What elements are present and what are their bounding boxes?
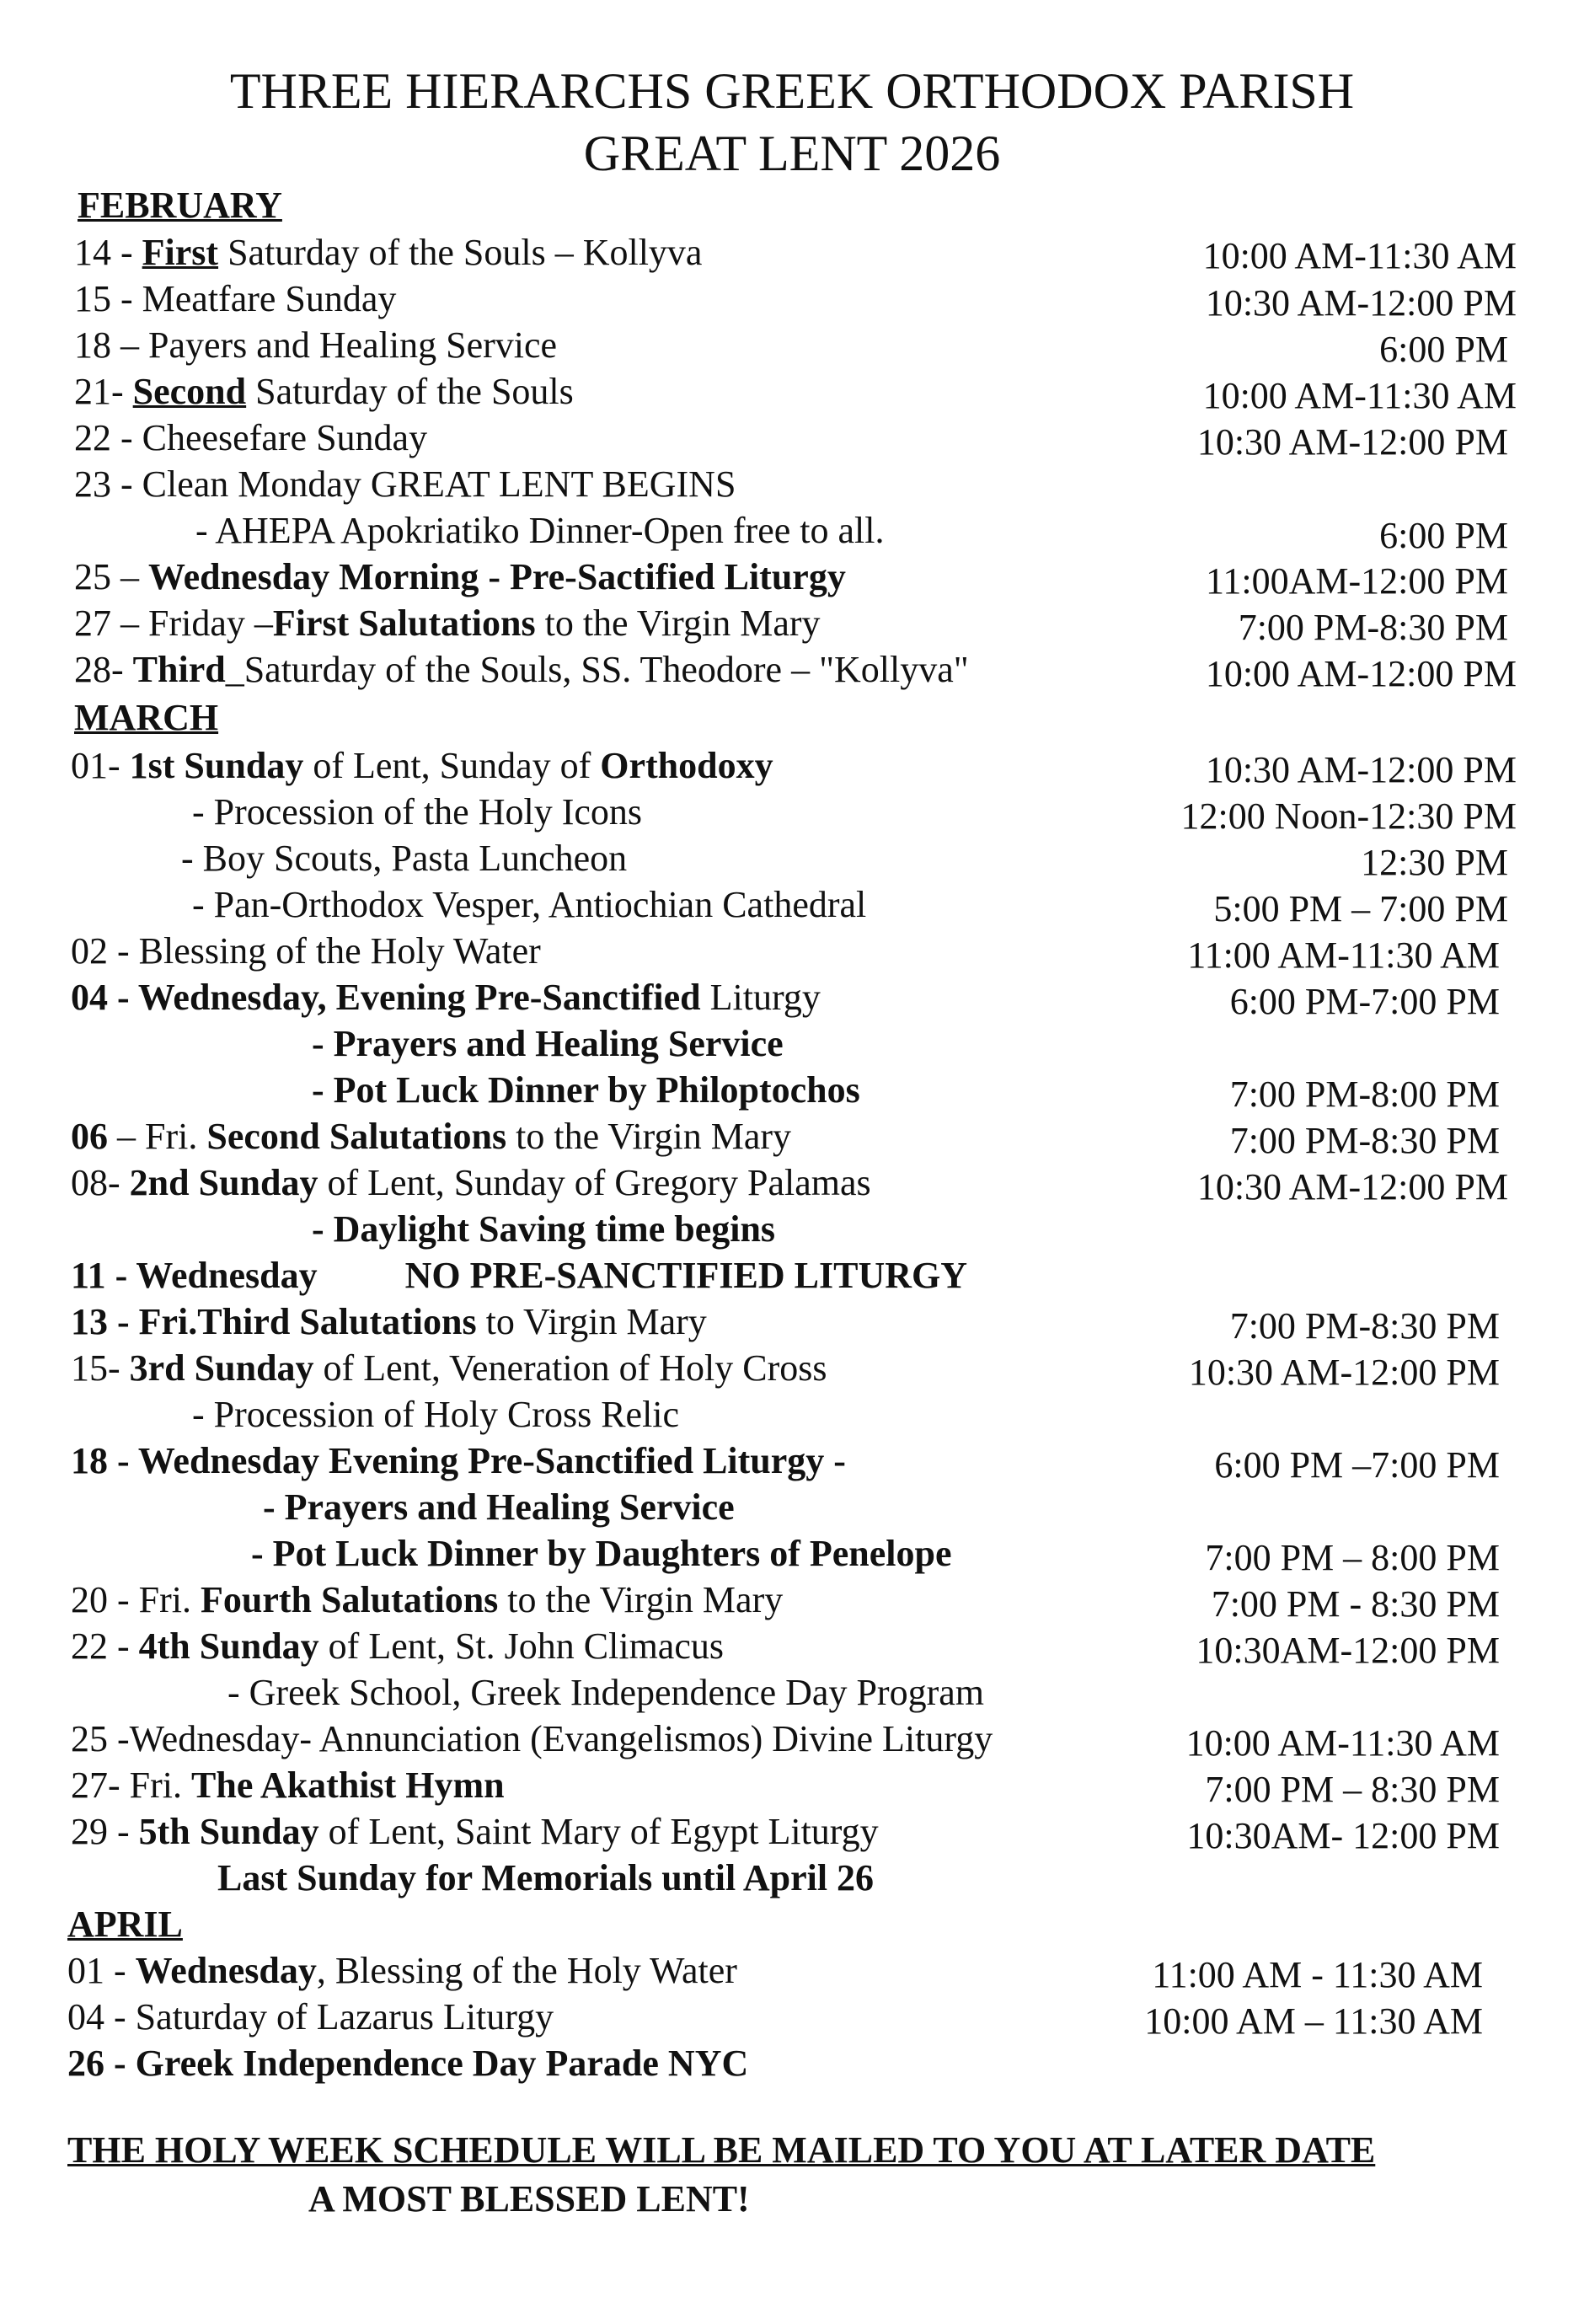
entry-time: 11:00AM-12:00 PM bbox=[1206, 560, 1508, 602]
schedule-entry: - Pot Luck Dinner by Philoptochos bbox=[312, 1069, 860, 1111]
entry-time: 7:00 PM – 8:30 PM bbox=[1205, 1769, 1500, 1810]
entry-time: 10:30 AM-12:00 PM bbox=[1205, 282, 1517, 324]
schedule-entry: - Procession of Holy Cross Relic bbox=[192, 1394, 680, 1435]
entry-time: 5:00 PM – 7:00 PM bbox=[1213, 888, 1508, 929]
entry-time: 12:30 PM bbox=[1361, 842, 1508, 883]
schedule-entry: 27 – Friday –First Salutations to the Virgin Mary bbox=[74, 602, 821, 644]
schedule-entry: - Procession of the Holy Icons bbox=[192, 791, 643, 833]
month-heading-february: FEBRUARY bbox=[78, 185, 282, 226]
footer-blessing: A MOST BLESSED LENT! bbox=[308, 2178, 750, 2220]
entry-time: 7:00 PM-8:30 PM bbox=[1238, 607, 1508, 648]
entry-time: 10:00 AM-11:30 AM bbox=[1202, 235, 1517, 276]
schedule-entry: 27- Fri. The Akathist Hymn bbox=[71, 1764, 505, 1806]
schedule-entry: - Daylight Saving time begins bbox=[312, 1208, 776, 1250]
page-title: THREE HIERARCHS GREEK ORTHODOX PARISH bbox=[229, 63, 1355, 119]
schedule-entry: 26 - Greek Independence Day Parade NYC bbox=[67, 2043, 749, 2084]
schedule-entry: - AHEPA Apokriatiko Dinner-Open free to all. bbox=[195, 510, 885, 551]
entry-time: 10:30 AM-12:00 PM bbox=[1196, 421, 1508, 463]
schedule-entry: 20 - Fri. Fourth Salutations to the Virgin Mary bbox=[71, 1579, 784, 1620]
entry-time: 10:00 AM-11:30 AM bbox=[1202, 375, 1517, 416]
schedule-entry: 25 -Wednesday- Annunciation (Evangelismos) Divine Liturgy bbox=[71, 1718, 993, 1759]
schedule-entry: 14 - First Saturday of the Souls – Kollyva bbox=[74, 232, 703, 273]
schedule-entry: 01- 1st Sunday of Lent, Sunday of Orthodoxy bbox=[71, 745, 773, 786]
month-heading-april: APRIL bbox=[67, 1904, 183, 1945]
schedule-entry: 13 - Fri.Third Salutations to Virgin Mary bbox=[71, 1301, 707, 1342]
entry-time: 7:00 PM-8:00 PM bbox=[1229, 1074, 1500, 1115]
entry-time: 11:00 AM - 11:30 AM bbox=[1152, 1954, 1483, 1995]
schedule-entry: - Greek School, Greek Independence Day Program bbox=[227, 1672, 984, 1713]
entry-time: 11:00 AM-11:30 AM bbox=[1187, 934, 1500, 976]
entry-time: 10:30AM- 12:00 PM bbox=[1186, 1815, 1500, 1856]
entry-time: 12:00 Noon-12:30 PM bbox=[1180, 795, 1517, 837]
schedule-entry: 15- 3rd Sunday of Lent, Veneration of Holy Cross bbox=[71, 1347, 827, 1389]
entry-time: 6:00 PM bbox=[1379, 515, 1508, 556]
schedule-entry: 25 – Wednesday Morning - Pre-Sactified Liturgy bbox=[74, 556, 846, 597]
entry-time: 6:00 PM-7:00 PM bbox=[1229, 981, 1500, 1022]
entry-time: 10:00 AM-12:00 PM bbox=[1205, 653, 1517, 694]
entry-time: 10:30AM-12:00 PM bbox=[1196, 1630, 1500, 1671]
schedule-entry: - Prayers and Healing Service bbox=[312, 1023, 784, 1064]
entry-time: 7:00 PM-8:30 PM bbox=[1229, 1305, 1500, 1347]
schedule-entry: 18 - Wednesday Evening Pre-Sanctified Liturgy - bbox=[71, 1440, 846, 1481]
entry-time: 7:00 PM-8:30 PM bbox=[1229, 1120, 1500, 1161]
schedule-entry: 15 - Meatfare Sunday bbox=[74, 278, 397, 319]
schedule-entry: 06 – Fri. Second Salutations to the Virgin Mary bbox=[71, 1116, 792, 1157]
entry-time: 10:30 AM-12:00 PM bbox=[1188, 1352, 1500, 1393]
schedule-entry: 22 - 4th Sunday of Lent, St. John Climacus bbox=[71, 1625, 724, 1667]
schedule-entry: 02 - Blessing of the Holy Water bbox=[71, 930, 541, 972]
schedule-entry: 22 - Cheesefare Sunday bbox=[74, 417, 428, 458]
schedule-entry: 04 - Wednesday, Evening Pre-Sanctified Liturgy bbox=[71, 977, 821, 1018]
schedule-entry: - Prayers and Healing Service bbox=[263, 1486, 735, 1528]
schedule-entry: 23 - Clean Monday GREAT LENT BEGINS bbox=[74, 463, 736, 505]
schedule-entry: 01 - Wednesday, Blessing of the Holy Water bbox=[67, 1950, 737, 1991]
schedule-entry: - Pot Luck Dinner by Daughters of Penelope bbox=[251, 1533, 952, 1574]
entry-time: 10:30 AM-12:00 PM bbox=[1205, 749, 1517, 790]
schedule-entry: 11 - Wednesday NO PRE-SANCTIFIED LITURGY bbox=[71, 1255, 968, 1296]
schedule-entry: 28- Third_Saturday of the Souls, SS. Theodore – "Kollyva" bbox=[74, 649, 969, 690]
month-heading-march: MARCH bbox=[74, 697, 219, 738]
schedule-entry: 18 – Payers and Healing Service bbox=[74, 324, 558, 366]
schedule-entry: 21- Second Saturday of the Souls bbox=[74, 371, 574, 412]
schedule-entry: - Boy Scouts, Pasta Luncheon bbox=[181, 838, 628, 879]
schedule-entry: 08- 2nd Sunday of Lent, Sunday of Gregory Palamas bbox=[71, 1162, 871, 1203]
entry-time: 10:00 AM – 11:30 AM bbox=[1144, 2000, 1483, 2042]
footer-notice: THE HOLY WEEK SCHEDULE WILL BE MAILED TO YOU AT LATER DATE bbox=[67, 2129, 1376, 2171]
entry-time: 6:00 PM bbox=[1379, 329, 1508, 370]
schedule-entry: Last Sunday for Memorials until April 26 bbox=[217, 1857, 875, 1898]
page-subtitle: GREAT LENT 2026 bbox=[583, 126, 1001, 181]
schedule-entry: - Pan-Orthodox Vesper, Antiochian Cathedral bbox=[192, 884, 867, 925]
schedule-entry: 29 - 5th Sunday of Lent, Saint Mary of Egypt Liturgy bbox=[71, 1811, 879, 1852]
entry-time: 7:00 PM – 8:00 PM bbox=[1205, 1537, 1500, 1578]
entry-time: 7:00 PM - 8:30 PM bbox=[1211, 1583, 1500, 1625]
entry-time: 6:00 PM –7:00 PM bbox=[1214, 1444, 1500, 1486]
schedule-entry: 04 - Saturday of Lazarus Liturgy bbox=[67, 1996, 554, 2038]
entry-time: 10:00 AM-11:30 AM bbox=[1185, 1722, 1500, 1764]
entry-time: 10:30 AM-12:00 PM bbox=[1196, 1166, 1508, 1208]
